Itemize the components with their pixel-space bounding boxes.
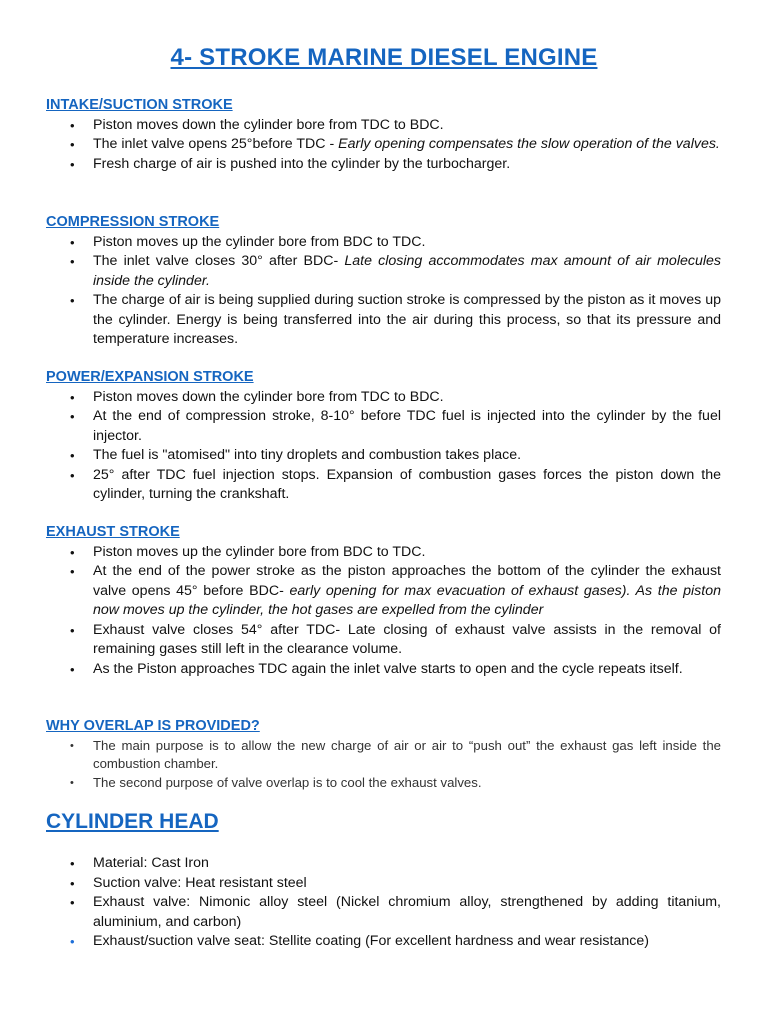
list-item: • As the Piston approaches TDC again the inlet valve starts to open and the cycle repeats itself. [46, 660, 721, 680]
bullet-icon: • [70, 856, 75, 871]
list-item: • The charge of air is being supplied during suction stroke is compressed by the piston as it moves up the cylinder. Energy is being transferred into the air during this process, so that its pressure and temperature increases. [70, 292, 721, 347]
list-item: • Exhaust valve closes 54° after TDC- Late closing of exhaust valve assists in the removal of remaining gases still left in the clearance volume. [70, 621, 721, 657]
bullet-list [46, 543, 721, 680]
bullet-icon: • [70, 739, 74, 752]
italic-note: early opening for max evacuation of exhaust gases). As the piston now moves up the cylinder, the hot gases are expelled from the cylinder [93, 582, 721, 618]
bullet-icon: • [70, 661, 75, 677]
list-item: • Piston moves down the cylinder bore from TDC to BDC. [46, 388, 721, 408]
list-item: • Exhaust/suction valve seat: Stellite coating (For excellent hardness and wear resistance) [46, 932, 721, 952]
section-heading: EXHAUST STROKE [46, 524, 180, 540]
list-item: • 25° after TDC fuel injection stops. Expansion of combustion gases forces the piston down the cylinder, turning the crankshaft. [70, 466, 721, 502]
bullet-icon: • [70, 776, 74, 789]
list-item: • The fuel is "atomised" into tiny droplets and combustion takes place. [46, 446, 721, 466]
section-intake [46, 96, 721, 174]
section-heading: INTAKE/SUCTION STROKE [46, 97, 233, 113]
bullet-icon: • [70, 564, 75, 579]
bullet-icon: • [70, 875, 75, 891]
list-item: • Piston moves up the cylinder bore from BDC to TDC. [46, 233, 721, 253]
bullet-icon: • [70, 895, 75, 910]
italic-note: Early opening compensates the slow operation of the valves. [338, 136, 720, 152]
list-item: • Piston moves up the cylinder bore from BDC to TDC. [46, 543, 721, 563]
bullet-icon: • [70, 409, 75, 424]
bullet-icon: • [70, 254, 75, 269]
section-heading: WHY OVERLAP IS PROVIDED? [46, 718, 260, 734]
list-item: • At the end of compression stroke, 8-10° before TDC fuel is injected into the cylinder by the fuel injector. [70, 408, 721, 444]
bullet-icon: • [70, 448, 75, 463]
section-power [46, 368, 721, 505]
italic-note: Late closing accommodates max amount of air molecules inside the cylinder. [93, 253, 721, 289]
bullet-icon: • [70, 389, 75, 405]
bullet-icon: • [70, 622, 75, 638]
list-item: • The inlet valve closes 30° after BDC- Late closing accommodates max amount of air molecules inside the cylinder. [70, 253, 721, 289]
list-item: • At the end of the power stroke as the piston approaches the bottom of the cylinder the exhaust valve opens 45° before BDC- early opening for max evacuation of exhaust gases). As the piston now moves up the cylinder, the hot gases are expelled from the cylinder [70, 563, 721, 618]
bullet-list [46, 233, 721, 350]
bullet-icon: • [70, 467, 75, 483]
list-item: • Fresh charge of air is pushed into the cylinder by the turbocharger. [46, 155, 721, 175]
bullet-icon: • [70, 137, 75, 152]
bullet-icon: • [70, 293, 75, 308]
list-item: • Piston moves down the cylinder bore from TDC to BDC. [46, 116, 721, 136]
list-item: • The inlet valve opens 25°before TDC - Early opening compensates the slow operation of the valves. [46, 135, 721, 155]
list-item: • The main purpose is to allow the new charge of air or air to “push out” the exhaust gas left inside the combustion chamber. [70, 737, 721, 771]
section-exhaust [46, 523, 721, 679]
bullet-list [46, 116, 721, 175]
bullet-list [46, 854, 721, 952]
bullet-list [46, 737, 721, 793]
bullet-icon: • [70, 234, 75, 250]
bullet-icon: • [70, 156, 75, 172]
bullet-icon: • [70, 544, 75, 560]
document-title: 4- STROKE MARINE DIESEL ENGINE [170, 44, 598, 71]
list-item: • Material: Cast Iron [46, 854, 721, 874]
list-item: • Exhaust valve: Nimonic alloy steel (Nickel chromium alloy, strengthened by adding titanium, aluminium, and carbon) [70, 894, 721, 930]
bullet-icon: • [70, 117, 75, 133]
section-heading: COMPRESSION STROKE [46, 214, 220, 230]
section-cylinder-head [46, 854, 721, 952]
cylinder-head-heading: CYLINDER HEAD [46, 810, 219, 833]
section-compression [46, 213, 721, 350]
list-item: • The second purpose of valve overlap is to cool the exhaust valves. [46, 774, 721, 793]
section-heading: POWER/EXPANSION STROKE [46, 369, 254, 385]
bullet-list [46, 388, 721, 505]
list-item: • Suction valve: Heat resistant steel [46, 874, 721, 894]
section-overlap [46, 717, 721, 792]
bullet-icon: • [70, 934, 75, 949]
